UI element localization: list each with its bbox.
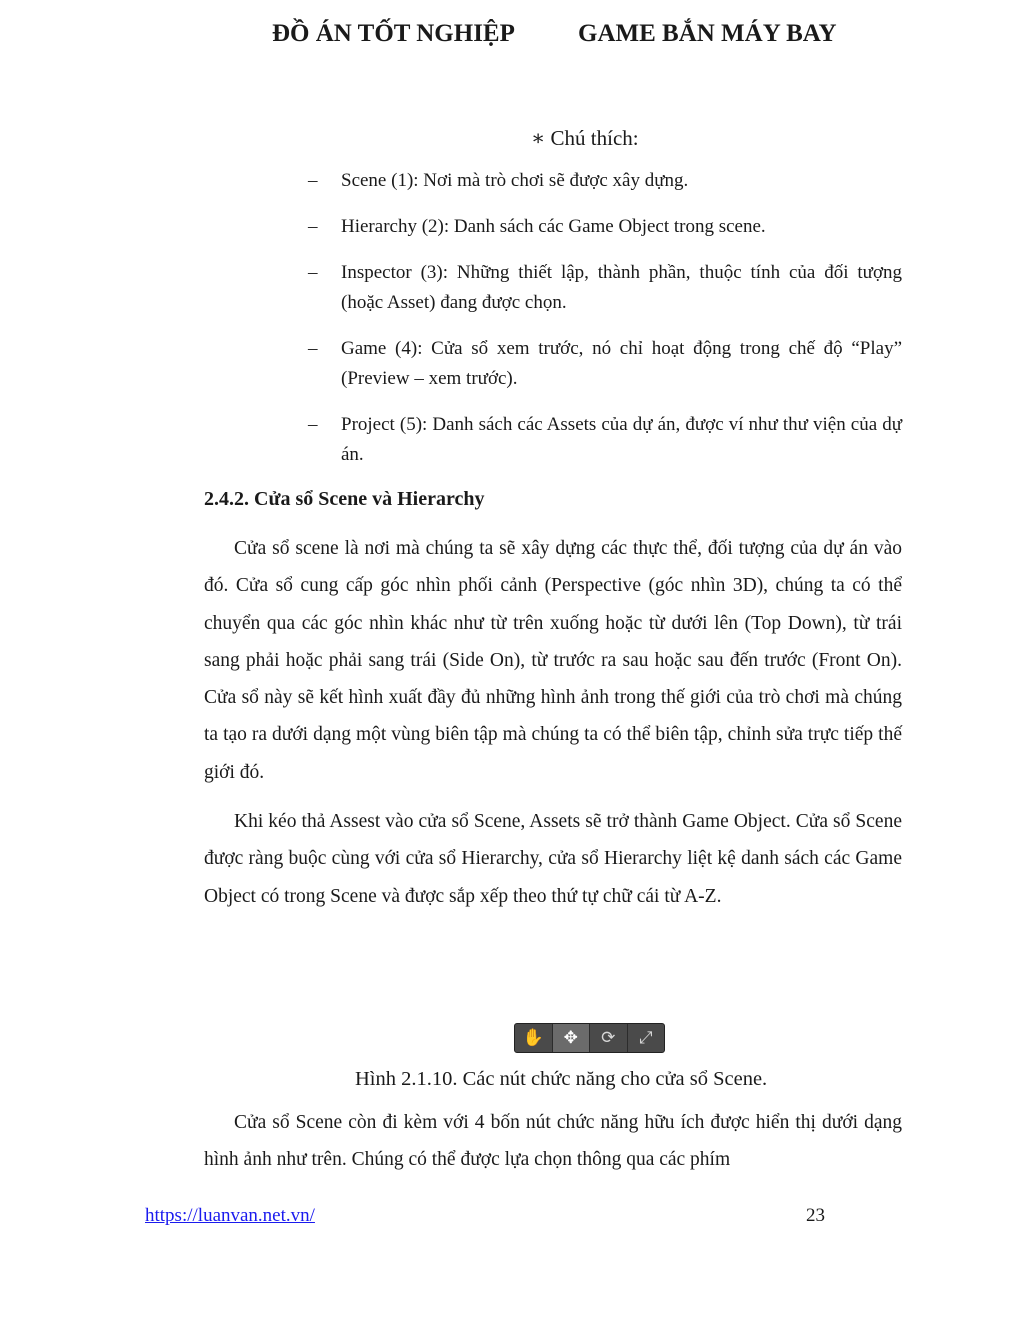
legend-item <box>308 334 902 394</box>
figure-caption: Hình 2.1.10. Các nút chức năng cho cửa sổ Scene. <box>355 1068 768 1090</box>
rotate-icon: ⟳ <box>590 1024 628 1052</box>
paragraph-tool-buttons: Cửa sổ Scene còn đi kèm với 4 bốn nút chức năng hữu ích được hiển thị dưới dạng hình ảnh như trên. Chúng có thể được lựa chọn thông qua các phím <box>204 1112 902 1171</box>
legend-item-text: Game (4): Cửa sổ xem trước, nó chỉ hoạt động trong chế độ “Play” (Preview – xem trước). <box>341 338 902 389</box>
legend-item <box>308 212 902 242</box>
dash-bullet: – <box>308 170 318 191</box>
legend-item-text: Project (5): Danh sách các Assets của dự án, được ví như thư viện của dự án. <box>341 414 902 465</box>
legend-item-text: Inspector (3): Những thiết lập, thành phần, thuộc tính của đối tượng (hoặc Asset) đang được chọn. <box>341 262 902 313</box>
legend-item <box>308 166 902 196</box>
legend-item <box>308 258 902 318</box>
legend-item-text: Hierarchy (2): Danh sách các Game Object trong scene. <box>341 216 766 237</box>
paragraph-scene-window: Cửa sổ scene là nơi mà chúng ta sẽ xây dựng các thực thể, đối tượng của dự án vào đó. Cửa sổ cung cấp góc nhìn phối cảnh (Perspective (góc nhìn 3D), chúng ta có thể chuyển qua các góc nhìn khác như từ trên xuống hoặc từ dưới lên (Top Down), từ trái sang phải hoặc phải sang trái (Side On), từ trước ra sau hoặc sau đến trước (Front On). Cửa sổ này sẽ kết hình xuất đầy đủ những hình ảnh trong thế giới của trò chơi mà chúng ta tạo ra dưới dạng một vùng biên tập mà chúng ta có thể biên tập, chỉnh sửa trực tiếp thế giới đó. <box>204 538 902 783</box>
scale-icon: ⤢ <box>638 1028 653 1048</box>
dash-bullet: – <box>308 262 318 283</box>
hand-icon: ✋ <box>515 1024 553 1052</box>
section-heading: 2.4.2. Cửa sổ Scene và Hierarchy <box>204 488 485 510</box>
move-icon: ✥ <box>553 1024 591 1052</box>
header-left-title: ĐỒ ÁN TỐT NGHIỆP <box>272 20 515 47</box>
dash-bullet: – <box>308 414 318 435</box>
dash-bullet: – <box>308 216 318 237</box>
legend-list <box>308 166 902 486</box>
page-header <box>0 20 1024 56</box>
footer-link[interactable]: https://luanvan.net.vn/ <box>145 1205 315 1226</box>
legend-title: ∗ Chú thích: <box>531 126 639 150</box>
dash-bullet: – <box>308 338 318 359</box>
paragraph-hierarchy: Khi kéo thả Assest vào cửa sổ Scene, Assets sẽ trở thành Game Object. Cửa sổ Scene được ràng buộc cùng với cửa sổ Hierarchy, cửa sổ Hierarchy liệt kệ danh sách các Game Object có trong Scene và được sắp xếp theo thứ tự chữ cái từ A-Z. <box>204 811 902 907</box>
scene-tool-buttons-image <box>514 1023 665 1053</box>
header-right-title: GAME BẮN MÁY BAY <box>578 20 837 47</box>
legend-item-text: Scene (1): Nơi mà trò chơi sẽ được xây dựng. <box>341 170 689 191</box>
page-number: 23 <box>806 1205 825 1226</box>
legend-item <box>308 410 902 470</box>
